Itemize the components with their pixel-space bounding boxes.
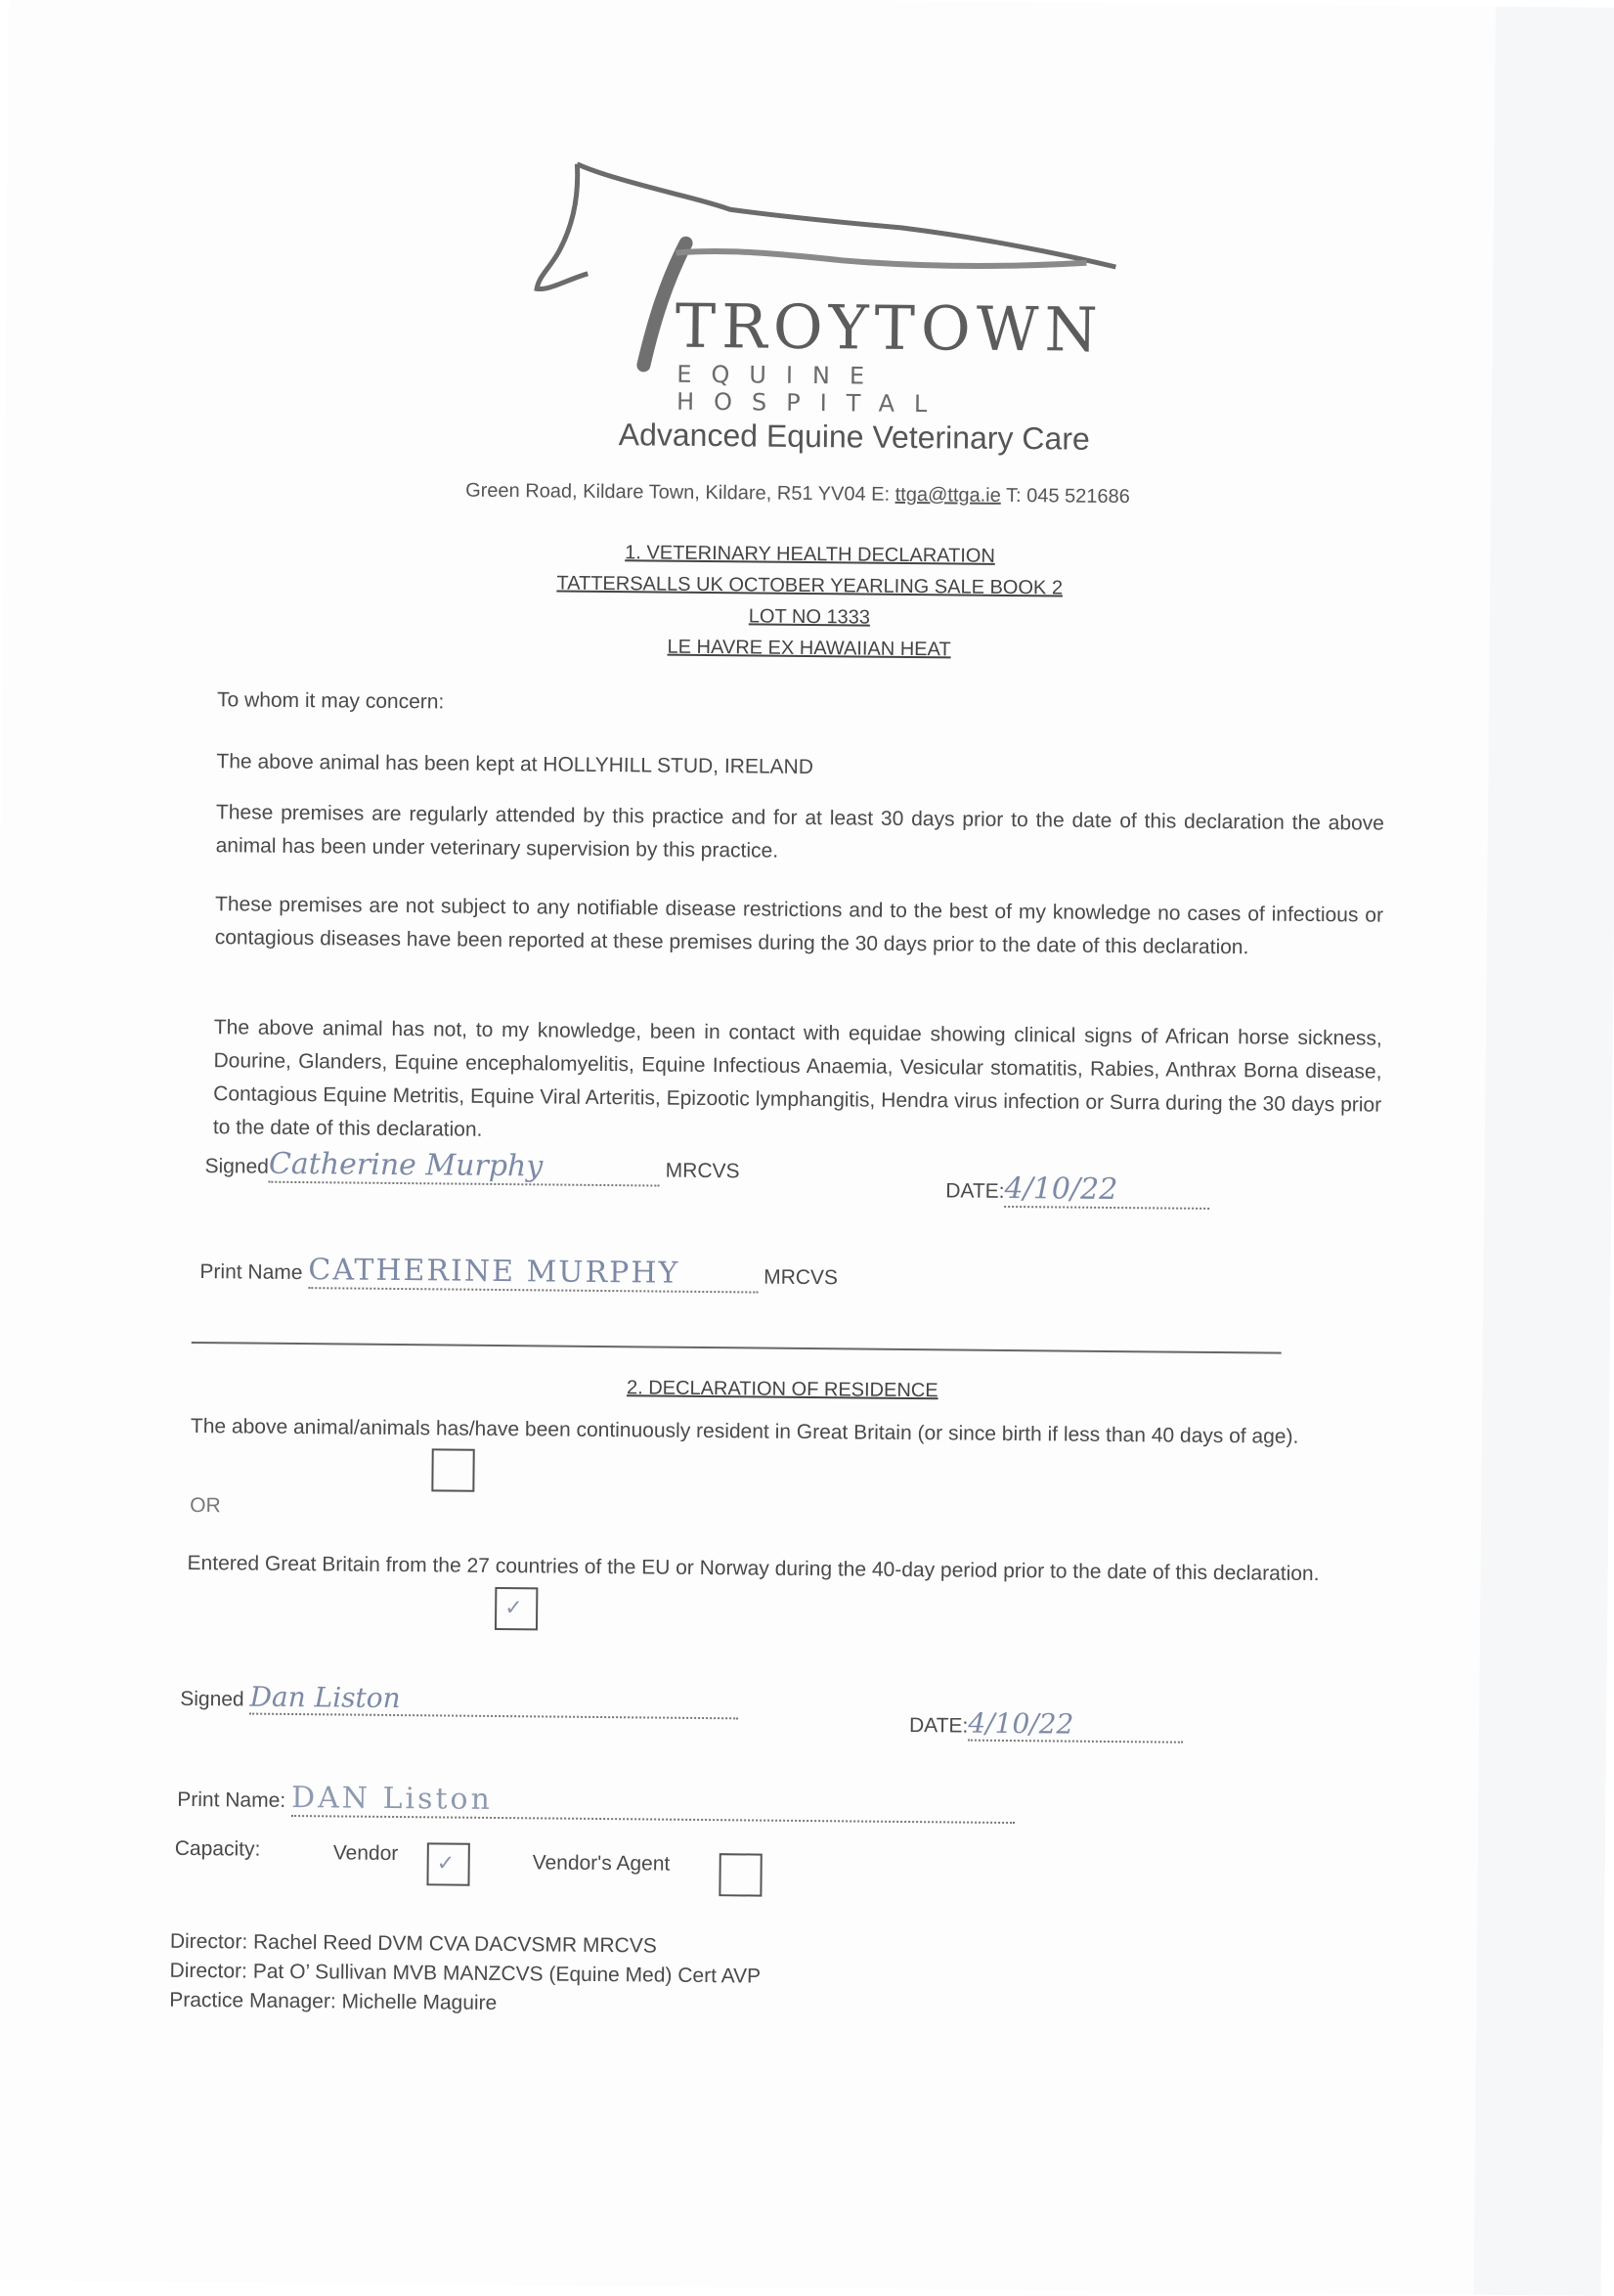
paragraph-1: The above animal has been kept at HOLLYHILL STUD, IRELAND	[216, 750, 814, 779]
address-line	[465, 480, 1130, 509]
tagline: Advanced Equine Veterinary Care	[618, 417, 1090, 457]
salutation	[217, 684, 1385, 728]
kept-at-paragraph	[216, 745, 1384, 789]
residence-heading: 2. DECLARATION OF RESIDENCE	[626, 1377, 938, 1402]
vendor-signed-label: Signed	[180, 1687, 244, 1711]
vet-print-name-row	[199, 1252, 838, 1294]
or-label: OR	[190, 1493, 221, 1518]
supervision-paragraph	[215, 796, 1384, 873]
heading-line-4: LE HAVRE EX HAWAIIAN HEAT	[667, 636, 951, 661]
paragraph-4: The above animal has not, to my knowledge, been in contact with equidae showing clinical signs of African horse sickness, Dourine, Glanders, Equine encephalomyelitis, Equine Infectious Anaemia, Vesicular stomatitis, Rabies, Anthrax Borna disease, Contagious Equine Metritis, Equine Viral Arteritis, Epizootic lymphangitis, Hendra virus infection or Surra during the 30 days prior to the date of this declaration.	[212, 1016, 1382, 1141]
vendor-checkbox[interactable]	[426, 1842, 469, 1885]
heading-line-3: LOT NO 1333	[748, 605, 871, 629]
resident-checkbox[interactable]	[431, 1448, 474, 1491]
paragraph-3: These premises are not subject to any notifiable disease restrictions and to the best of my knowledge no cases of infectious or contagious diseases have been reported at these premises during the 30 days prior to the date of this declaration.	[214, 893, 1384, 959]
vet-signature: Catherine Murphy	[269, 1147, 660, 1187]
vet-signed-row	[204, 1146, 739, 1187]
vet-date-row	[945, 1170, 1210, 1210]
vet-print-name-label: Print Name	[199, 1260, 303, 1285]
section-divider	[192, 1342, 1282, 1354]
director-2: Director: Pat O’ Sullivan MVB MANZCVS (Equine Med) Cert AVP	[169, 1959, 762, 1988]
contact-paragraph	[213, 1011, 1382, 1155]
check-mark-icon: ✓	[436, 1850, 456, 1876]
address-text: Green Road, Kildare Town, Kildare, R51 YV04 E:	[465, 479, 891, 506]
director-1: Director: Rachel Reed DVM CVA DACVSMR MRCVS	[169, 1929, 657, 1958]
vet-signed-suffix: MRCVS	[665, 1159, 740, 1183]
check-mark-icon: ✓	[504, 1595, 523, 1620]
heading-line-2: TATTERSALLS UK OCTOBER YEARLING SALE BOOK 2	[556, 572, 1064, 599]
vendor-date-value: 4/10/22	[968, 1707, 1183, 1744]
agent-checkbox[interactable]	[719, 1853, 762, 1896]
phone-number: T: 045 521686	[1005, 484, 1130, 508]
vet-print-name-value: CATHERINE MURPHY	[308, 1253, 758, 1293]
capacity-label: Capacity:	[174, 1836, 261, 1861]
agent-label: Vendor's Agent	[532, 1851, 671, 1876]
practice-manager: Practice Manager: Michelle Maguire	[169, 1988, 498, 2015]
logo-name: TROYTOWN	[675, 289, 1105, 366]
restrictions-paragraph	[215, 888, 1384, 965]
residence-option-2	[187, 1547, 1340, 1591]
entered-checkbox[interactable]	[495, 1587, 538, 1630]
vendor-date-row	[909, 1706, 1184, 1744]
vendor-date-label: DATE:	[908, 1714, 969, 1738]
scan-edge	[1473, 7, 1614, 2296]
option-2-text: Entered Great Britain from the 27 countries of the EU or Norway during the 40-day period prior to the date of this declaration.	[187, 1551, 1320, 1586]
vendor-signature: Dan Liston	[249, 1681, 738, 1720]
salutation-text: To whom it may concern:	[216, 688, 445, 714]
vendor-print-name-value: DAN Liston	[291, 1781, 1015, 1824]
troytown-logo	[528, 154, 1156, 419]
paragraph-2: These premises are regularly attended by this practice and for at least 30 days prior to the date of this declaration the above animal has been under veterinary supervision by this practice.	[215, 801, 1385, 862]
vet-date-value: 4/10/22	[1004, 1171, 1209, 1210]
residence-option-1	[191, 1410, 1334, 1454]
vendor-signed-row	[180, 1680, 739, 1719]
option-1-text: The above animal/animals has/have been continuously resident in Great Britain (or since birth if less than 40 days of age).	[190, 1414, 1299, 1448]
logo-subtitle: EQUINE HOSPITAL	[676, 360, 947, 419]
vendor-print-name-label: Print Name:	[177, 1788, 286, 1812]
email-link[interactable]: ttga@ttga.ie	[894, 483, 1001, 507]
vendor-print-name-row	[177, 1780, 1015, 1824]
vendor-label: Vendor	[332, 1841, 399, 1866]
vet-date-label: DATE:	[945, 1179, 1005, 1203]
vet-signed-label: Signed	[204, 1155, 270, 1178]
heading-line-1: 1. VETERINARY HEALTH DECLARATION	[625, 542, 995, 567]
vet-print-name-suffix: MRCVS	[763, 1265, 839, 1290]
